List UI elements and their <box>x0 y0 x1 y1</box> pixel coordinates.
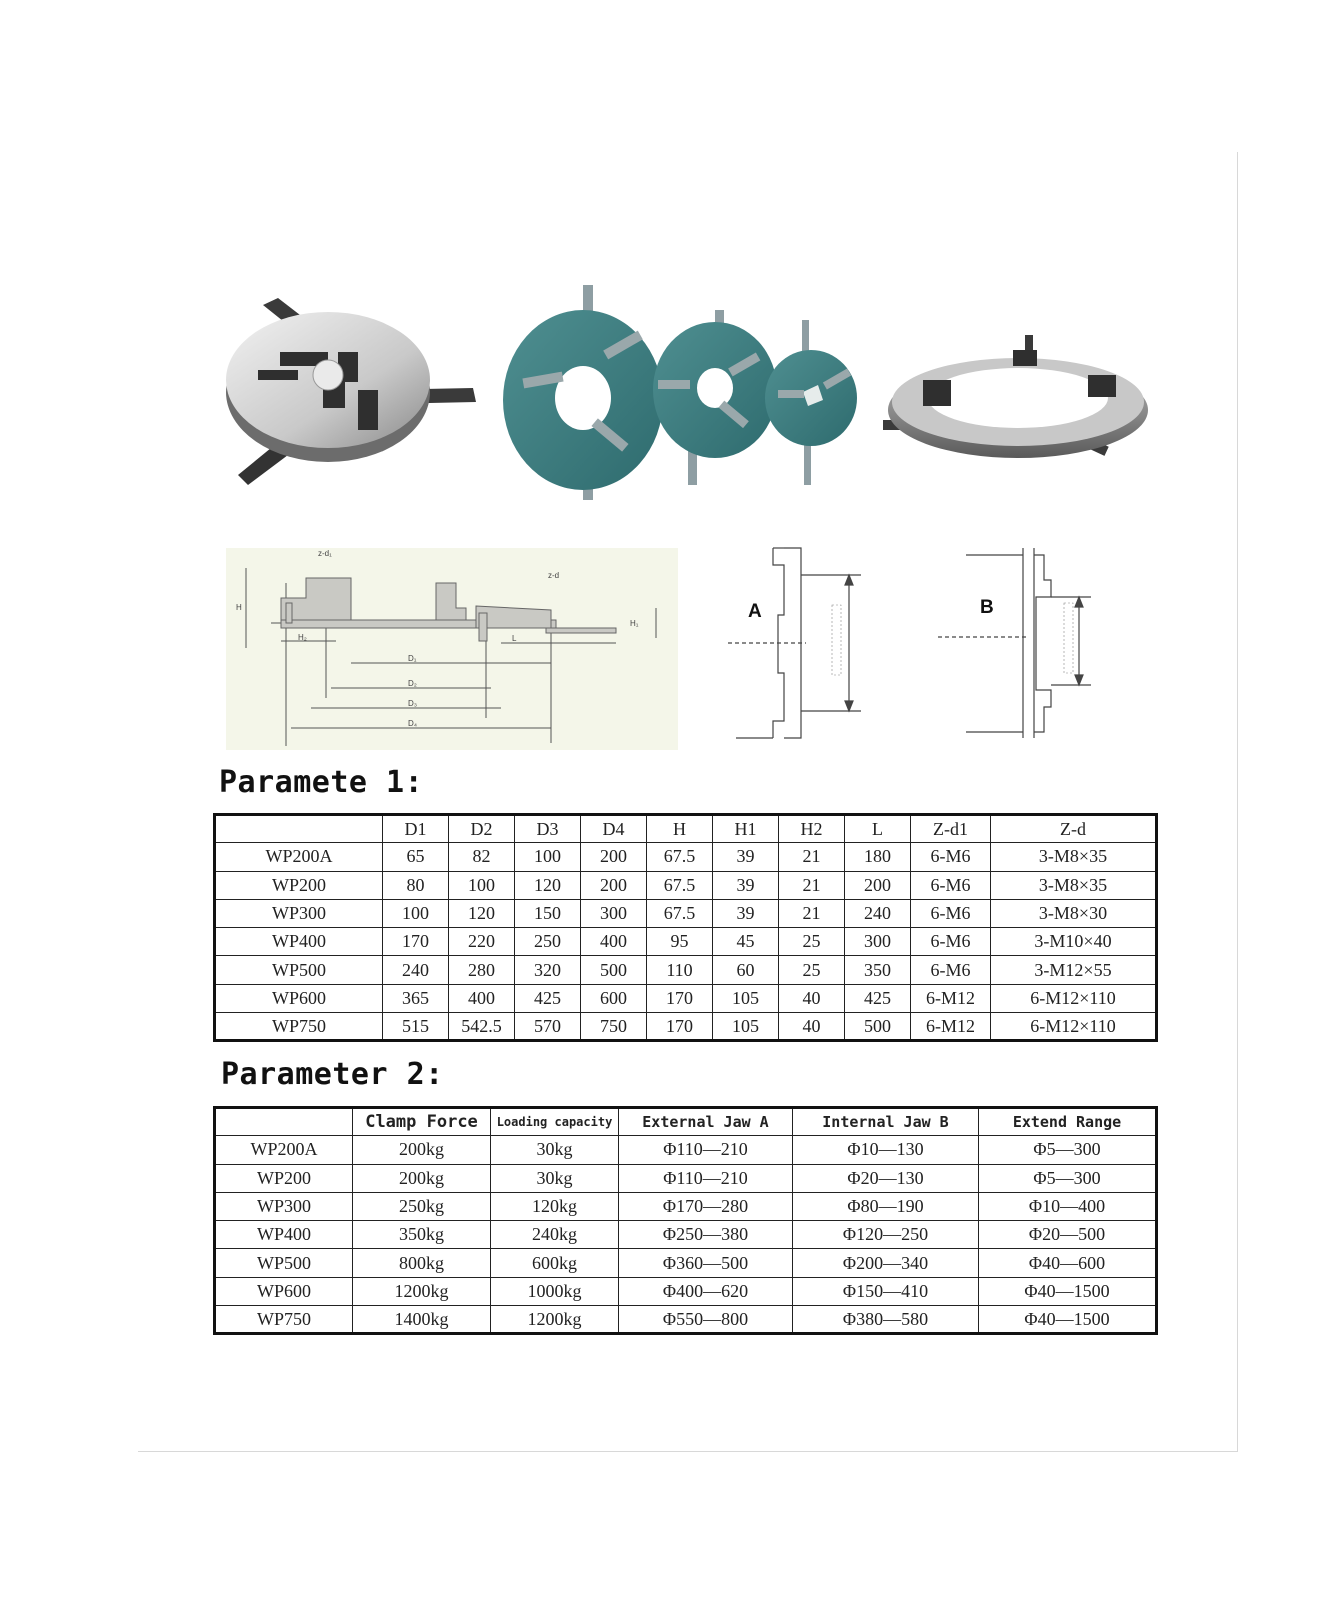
table-cell: 21 <box>779 843 845 871</box>
table-cell: 350kg <box>353 1221 491 1249</box>
table-cell: Φ110—210 <box>619 1164 793 1192</box>
table-cell: 570 <box>515 1013 581 1041</box>
table-cell: 3-M8×35 <box>991 871 1157 899</box>
model-cell: WP200 <box>215 1164 353 1192</box>
table-row <box>215 1164 1157 1192</box>
table-cell: 65 <box>383 843 449 871</box>
table-row <box>215 956 1157 984</box>
label-h: H <box>236 603 242 612</box>
model-cell: WP750 <box>215 1013 383 1041</box>
table-cell: 170 <box>647 984 713 1012</box>
table-row <box>215 1192 1157 1220</box>
table-row <box>215 871 1157 899</box>
table-row <box>215 1136 1157 1164</box>
table-cell: Φ400—620 <box>619 1277 793 1305</box>
table-cell: 39 <box>713 843 779 871</box>
table-cell: 1400kg <box>353 1306 491 1334</box>
table-cell: 425 <box>515 984 581 1012</box>
table-cell: 21 <box>779 899 845 927</box>
model-cell: WP200 <box>215 871 383 899</box>
table-cell: 250kg <box>353 1192 491 1220</box>
table-cell: 25 <box>779 928 845 956</box>
column-header: Z-d <box>991 815 1157 843</box>
table-cell: Φ80—190 <box>793 1192 979 1220</box>
model-cell: WP500 <box>215 1249 353 1277</box>
table-cell: Φ200—340 <box>793 1249 979 1277</box>
table-row <box>215 1306 1157 1334</box>
model-cell: WP600 <box>215 1277 353 1305</box>
table-cell: 40 <box>779 984 845 1012</box>
table-cell: 67.5 <box>647 843 713 871</box>
label-d3: D₃ <box>408 699 418 708</box>
page-border-right <box>1237 152 1238 1452</box>
table-row <box>215 1221 1157 1249</box>
table-cell: 200kg <box>353 1164 491 1192</box>
silver-chuck-photo <box>226 298 476 485</box>
label-z-d1: z-d₁ <box>318 549 332 558</box>
parameter-1-heading: Paramete 1: <box>219 765 424 800</box>
table-cell: 100 <box>449 871 515 899</box>
table-cell: 21 <box>779 871 845 899</box>
table-cell: 6-M6 <box>911 871 991 899</box>
table-cell: 110 <box>647 956 713 984</box>
table-cell: 500 <box>581 956 647 984</box>
ring-chuck-photo <box>883 335 1148 458</box>
table-cell: 280 <box>449 956 515 984</box>
column-header: H <box>647 815 713 843</box>
table-cell: 6-M12 <box>911 1013 991 1041</box>
model-cell: WP750 <box>215 1306 353 1334</box>
table-cell: 82 <box>449 843 515 871</box>
table-cell: 67.5 <box>647 899 713 927</box>
header-row <box>215 1108 1157 1136</box>
table-cell: Φ150—410 <box>793 1277 979 1305</box>
table-cell: 170 <box>647 1013 713 1041</box>
table-cell: 40 <box>779 1013 845 1041</box>
table-cell: 350 <box>845 956 911 984</box>
teal-chuck-medium-photo <box>653 310 777 485</box>
table-cell: 120kg <box>491 1192 619 1220</box>
column-header: H2 <box>779 815 845 843</box>
product-photos <box>218 280 1168 520</box>
table-cell: Φ380—580 <box>793 1306 979 1334</box>
table-cell: Φ120—250 <box>793 1221 979 1249</box>
model-cell: WP300 <box>215 899 383 927</box>
chuck-cross-section-drawing <box>226 548 678 750</box>
table-row <box>215 1013 1157 1041</box>
table-cell: 60 <box>713 956 779 984</box>
table-cell: 600kg <box>491 1249 619 1277</box>
model-cell: WP600 <box>215 984 383 1012</box>
table-cell: 240 <box>383 956 449 984</box>
table-row <box>215 1249 1157 1277</box>
table-row <box>215 984 1157 1012</box>
column-header: Z-d1 <box>911 815 991 843</box>
table-cell: 67.5 <box>647 871 713 899</box>
column-header: L <box>845 815 911 843</box>
table-cell: 120 <box>515 871 581 899</box>
table-cell: 300 <box>845 928 911 956</box>
table-cell: 6-M6 <box>911 956 991 984</box>
table-cell: 1000kg <box>491 1277 619 1305</box>
page-border-bottom <box>138 1451 1238 1452</box>
table-cell: Φ10—130 <box>793 1136 979 1164</box>
teal-chuck-small-photo <box>765 320 857 485</box>
table-cell: Φ5—300 <box>979 1136 1157 1164</box>
model-cell: WP400 <box>215 1221 353 1249</box>
parameter-1-table <box>213 813 1158 1042</box>
table-cell: Φ40—1500 <box>979 1306 1157 1334</box>
column-header: D3 <box>515 815 581 843</box>
table-cell: 100 <box>383 899 449 927</box>
column-header: External Jaw A <box>619 1108 793 1136</box>
table-cell: 400 <box>449 984 515 1012</box>
column-header: D1 <box>383 815 449 843</box>
table-cell: Φ40—600 <box>979 1249 1157 1277</box>
column-header <box>215 815 383 843</box>
column-header: D2 <box>449 815 515 843</box>
diagram-a-label: A <box>748 601 762 622</box>
table-cell: 120 <box>449 899 515 927</box>
table-cell: 6-M12×110 <box>991 984 1157 1012</box>
table-cell: 400 <box>581 928 647 956</box>
table-cell: 170 <box>383 928 449 956</box>
table-row <box>215 843 1157 871</box>
table-cell: 6-M6 <box>911 899 991 927</box>
table-cell: Φ20—500 <box>979 1221 1157 1249</box>
table-cell: Φ20—130 <box>793 1164 979 1192</box>
teal-chuck-large-photo <box>503 285 663 500</box>
table-cell: 25 <box>779 956 845 984</box>
table-cell: 6-M6 <box>911 928 991 956</box>
model-cell: WP300 <box>215 1192 353 1220</box>
table-cell: 1200kg <box>491 1306 619 1334</box>
table-cell: 39 <box>713 871 779 899</box>
table-cell: 500 <box>845 1013 911 1041</box>
table-cell: 800kg <box>353 1249 491 1277</box>
label-h2: H₂ <box>298 633 307 642</box>
table-cell: 95 <box>647 928 713 956</box>
table-cell: 6-M12×110 <box>991 1013 1157 1041</box>
table-cell: 300 <box>581 899 647 927</box>
table-cell: Φ110—210 <box>619 1136 793 1164</box>
table-cell: 45 <box>713 928 779 956</box>
parameter-2-heading: Parameter 2: <box>221 1057 444 1092</box>
table-cell: 180 <box>845 843 911 871</box>
table-cell: 515 <box>383 1013 449 1041</box>
column-header <box>215 1108 353 1136</box>
table-cell: Φ10—400 <box>979 1192 1157 1220</box>
table-cell: 200kg <box>353 1136 491 1164</box>
table-row <box>215 899 1157 927</box>
table-cell: Φ550—800 <box>619 1306 793 1334</box>
table-cell: 30kg <box>491 1136 619 1164</box>
table-cell: Φ170—280 <box>619 1192 793 1220</box>
label-d4: D₄ <box>408 719 418 728</box>
table-cell: 750 <box>581 1013 647 1041</box>
table-cell: 365 <box>383 984 449 1012</box>
model-cell: WP200A <box>215 843 383 871</box>
column-header: D4 <box>581 815 647 843</box>
table-cell: 100 <box>515 843 581 871</box>
table-cell: Φ40—1500 <box>979 1277 1157 1305</box>
internal-jaw-diagram-b <box>936 545 1106 753</box>
table-cell: 240 <box>845 899 911 927</box>
column-header: Internal Jaw B <box>793 1108 979 1136</box>
label-z-d: z-d <box>548 571 560 580</box>
external-jaw-diagram-a <box>726 545 896 753</box>
table-cell: 320 <box>515 956 581 984</box>
table-cell: 542.5 <box>449 1013 515 1041</box>
table-cell: 240kg <box>491 1221 619 1249</box>
table-cell: Φ250—380 <box>619 1221 793 1249</box>
diagram-b-label: B <box>980 597 994 618</box>
column-header: Extend Range <box>979 1108 1157 1136</box>
table-cell: 250 <box>515 928 581 956</box>
column-header: Clamp Force <box>353 1108 491 1136</box>
label-l: L <box>512 634 517 643</box>
table-cell: 39 <box>713 899 779 927</box>
label-h1: H₁ <box>630 619 639 628</box>
table-cell: 3-M8×35 <box>991 843 1157 871</box>
header-row <box>215 815 1157 843</box>
table-cell: 1200kg <box>353 1277 491 1305</box>
column-header: H1 <box>713 815 779 843</box>
table-cell: 425 <box>845 984 911 1012</box>
table-row <box>215 1277 1157 1305</box>
table-cell: 80 <box>383 871 449 899</box>
table-cell: 150 <box>515 899 581 927</box>
table-cell: 6-M6 <box>911 843 991 871</box>
table-row <box>215 928 1157 956</box>
label-d1: D₁ <box>408 654 417 663</box>
parameter-2-table <box>213 1106 1158 1335</box>
table-cell: 105 <box>713 984 779 1012</box>
table-cell: 3-M8×30 <box>991 899 1157 927</box>
table-cell: 200 <box>845 871 911 899</box>
table-cell: 105 <box>713 1013 779 1041</box>
table-cell: 220 <box>449 928 515 956</box>
table-cell: 3-M12×55 <box>991 956 1157 984</box>
table-cell: Φ360—500 <box>619 1249 793 1277</box>
table-cell: Φ5—300 <box>979 1164 1157 1192</box>
column-header: Loading capacity <box>491 1108 619 1136</box>
model-cell: WP500 <box>215 956 383 984</box>
model-cell: WP400 <box>215 928 383 956</box>
table-cell: 600 <box>581 984 647 1012</box>
label-d2: D₂ <box>408 679 417 688</box>
model-cell: WP200A <box>215 1136 353 1164</box>
table-cell: 200 <box>581 843 647 871</box>
table-cell: 30kg <box>491 1164 619 1192</box>
table-cell: 3-M10×40 <box>991 928 1157 956</box>
table-cell: 200 <box>581 871 647 899</box>
table-cell: 6-M12 <box>911 984 991 1012</box>
